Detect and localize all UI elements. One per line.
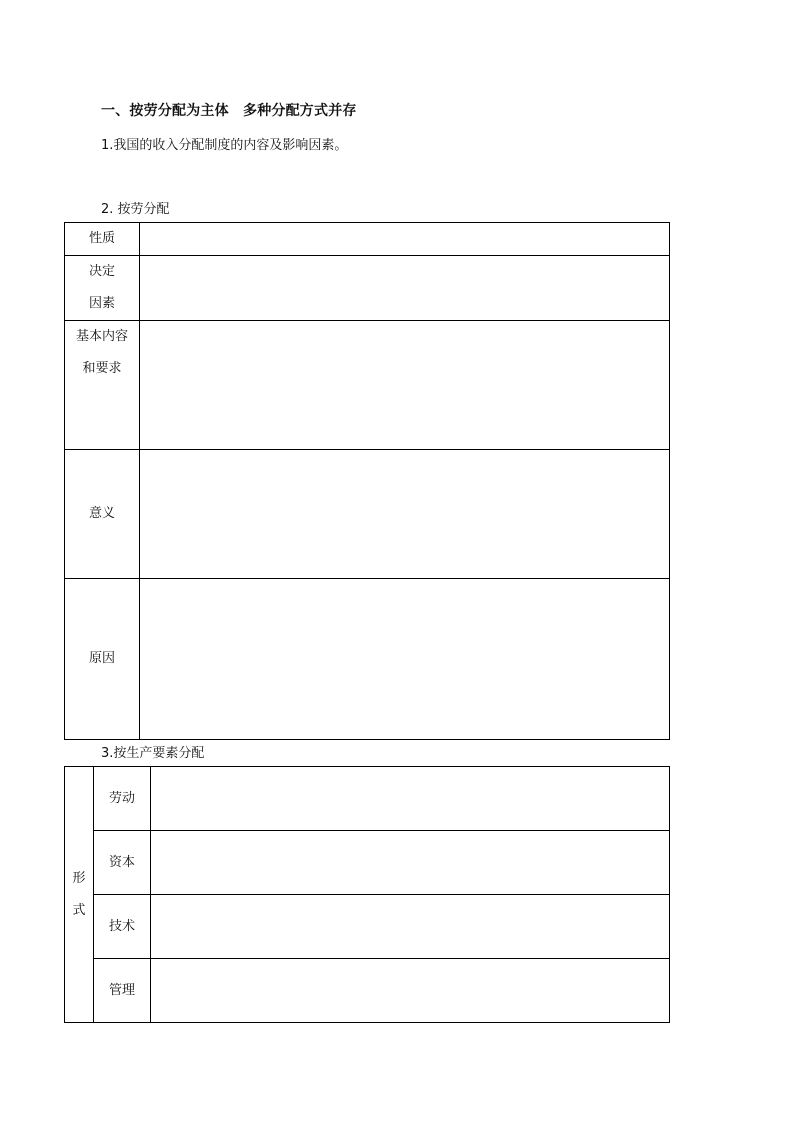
row-label-determinants: 决定 因素 — [65, 256, 140, 321]
answer-cell-reason[interactable] — [140, 579, 670, 740]
answer-cell-content[interactable] — [140, 321, 670, 450]
distribution-by-factors-table — [64, 766, 670, 1023]
table-row — [65, 831, 670, 895]
answer-cell-labor[interactable] — [151, 767, 670, 831]
table-row — [65, 321, 670, 450]
row-label-content: 基本内容 和要求 — [65, 321, 140, 450]
section-title: 一、按劳分配为主体 多种分配方式并存 — [101, 103, 357, 119]
answer-cell-technology[interactable] — [151, 895, 670, 959]
category-management: 管理 — [94, 959, 151, 1023]
table-row — [65, 450, 670, 579]
answer-cell-capital[interactable] — [151, 831, 670, 895]
question-2: 2. 按劳分配 — [101, 202, 170, 217]
question-1: 1.我国的收入分配制度的内容及影响因素。 — [101, 138, 348, 153]
category-technology: 技术 — [94, 895, 151, 959]
table-row — [65, 223, 670, 256]
category-labor: 劳动 — [94, 767, 151, 831]
group-label-forms: 形 式 — [65, 767, 94, 1023]
answer-cell-significance[interactable] — [140, 450, 670, 579]
distribution-by-labor-table — [64, 222, 670, 740]
question-3: 3.按生产要素分配 — [101, 746, 205, 761]
row-label-reason: 原因 — [65, 579, 140, 740]
table-row — [65, 256, 670, 321]
table-row — [65, 767, 670, 831]
row-label-significance: 意义 — [65, 450, 140, 579]
table-row — [65, 579, 670, 740]
answer-cell-management[interactable] — [151, 959, 670, 1023]
category-capital: 资本 — [94, 831, 151, 895]
answer-cell-nature[interactable] — [140, 223, 670, 256]
table-row — [65, 895, 670, 959]
table-row — [65, 959, 670, 1023]
row-label-nature: 性质 — [65, 223, 140, 256]
answer-cell-determinants[interactable] — [140, 256, 670, 321]
